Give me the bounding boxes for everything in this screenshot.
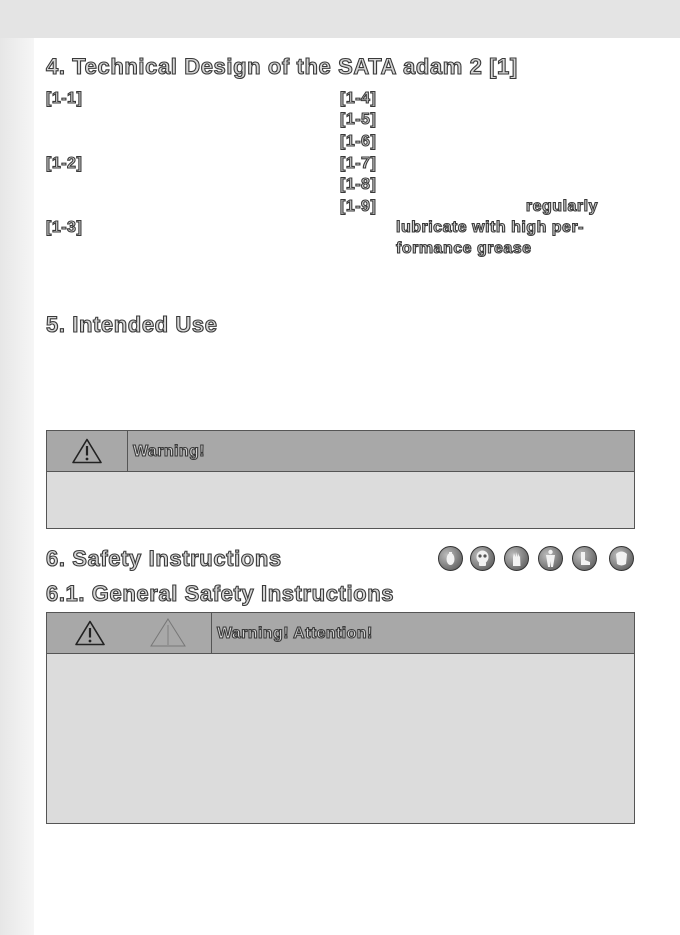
protective-suit-icon (538, 546, 563, 571)
warning-attention-header (47, 613, 634, 654)
warning-attention-label: Warning! Attention! (217, 625, 373, 642)
warning-icon-cell (47, 431, 128, 471)
attention-triangle-icon (150, 618, 186, 647)
lube-line-3: formance grease (396, 240, 532, 257)
section-5-title: 5. Intended Use (46, 312, 218, 337)
warning-box-intended-use (46, 430, 635, 529)
page-top-band (0, 0, 680, 38)
section-4-title: 4. Technical Design of the SATA adam 2 [1] (46, 54, 518, 79)
section-6-title: 6. Safety Instructions (46, 546, 282, 571)
ref-1-3: [1-3] (46, 219, 83, 236)
ref-1-8: [1-8] (340, 176, 377, 193)
page-left-band (0, 38, 34, 935)
ref-1-9: [1-9] (340, 198, 377, 215)
ref-1-5: [1-5] (340, 111, 377, 128)
lube-line-1: regularly (525, 198, 598, 215)
warning-box-header (47, 431, 634, 472)
ref-1-1: [1-1] (46, 90, 83, 107)
protective-gloves-icon (504, 546, 529, 571)
ref-1-7: [1-7] (340, 155, 377, 172)
warning-triangle-icon (72, 438, 102, 464)
ref-1-4: [1-4] (340, 90, 377, 107)
face-shield-icon (609, 546, 634, 571)
warning-label: Warning! (133, 443, 205, 460)
ref-1-6: [1-6] (340, 133, 377, 150)
ear-protection-icon (438, 546, 463, 571)
warning-attention-box (46, 612, 635, 824)
ref-1-2: [1-2] (46, 155, 83, 172)
warning-icons-cell (47, 613, 212, 653)
safety-boots-icon (572, 546, 597, 571)
section-6-1-title: 6.1. General Safety Instructions (46, 581, 395, 606)
warning-triangle-icon (75, 620, 105, 646)
respirator-mask-icon (470, 546, 495, 571)
lube-line-2: lubricate with high per- (396, 219, 585, 236)
